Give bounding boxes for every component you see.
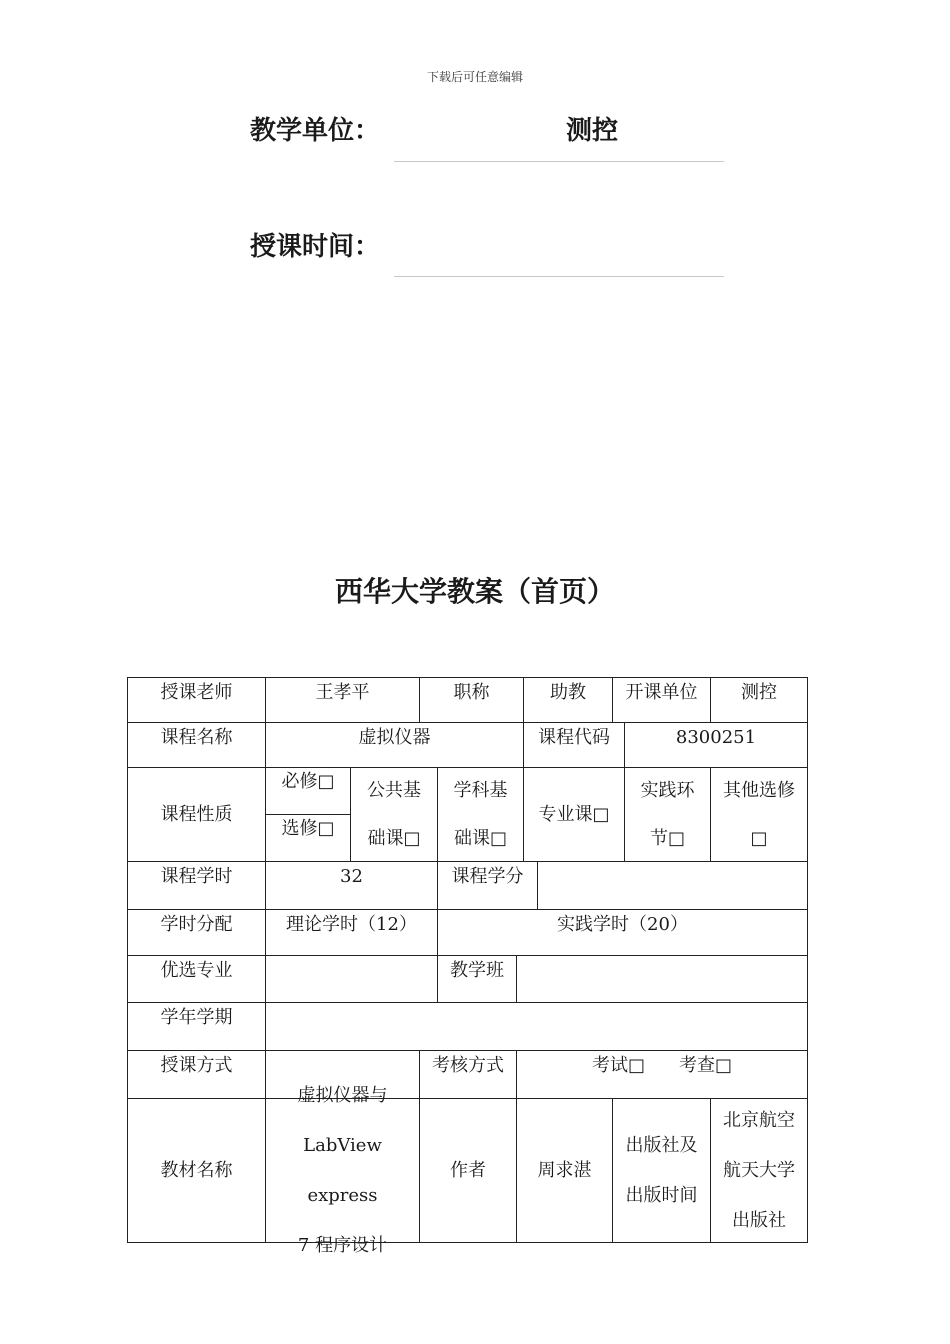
preferred-major-value: [266, 956, 437, 960]
course-name-label: 课程名称: [160, 727, 233, 748]
practice-hours: 实践学时（20）: [557, 914, 688, 935]
practice-line-1: 实践环: [640, 779, 695, 801]
author-label: 作者: [450, 1159, 486, 1181]
course-name-label-cell: [127, 722, 266, 768]
dept-value-cell: [710, 677, 808, 723]
class-label-cell: [437, 955, 517, 1003]
credits-value-cell: [537, 861, 808, 910]
semester-label: 学年学期: [160, 1007, 233, 1028]
teaching-unit-label: 教学单位：: [250, 116, 381, 146]
author-value: 周求湛: [537, 1159, 592, 1181]
semester-value-cell: [265, 1002, 808, 1051]
rank-label: 职称: [453, 682, 490, 703]
theory-hours-cell: [265, 909, 438, 956]
teacher-value-cell: [265, 677, 420, 723]
semester-label-cell: [127, 1002, 266, 1051]
required-cell: [265, 767, 351, 815]
textbook-value-cell: [265, 1084, 420, 1256]
nature-label: 课程性质: [160, 803, 233, 825]
hours-value-cell: [265, 861, 438, 910]
publisher-value: [711, 1099, 807, 1242]
textbook-line-3: 7 程序设计: [297, 1234, 388, 1256]
practice-line-2: 节□: [649, 827, 685, 849]
course-code-value: 8300251: [675, 727, 757, 748]
dept-label: 开课单位: [625, 682, 698, 703]
rank-value: 助教: [550, 682, 586, 703]
nature-label-cell: [127, 767, 266, 862]
rank-value-cell: [523, 677, 613, 723]
assess-options-cell: [516, 1050, 808, 1099]
class-value: [517, 956, 807, 960]
other-elective-line-2: □: [750, 827, 768, 849]
preferred-major-label-cell: [127, 955, 266, 1003]
header-note: 下载后可任意编辑: [426, 70, 523, 84]
teach-method-label: 授课方式: [160, 1055, 233, 1076]
required-option: 必修□: [281, 771, 335, 792]
elective-cell: [265, 814, 351, 862]
subject-basic-text: [438, 768, 523, 861]
public-basic-cell: [350, 767, 438, 862]
credits-label-cell: [437, 861, 538, 910]
rank-label-cell: [419, 677, 524, 723]
assess-label: 考核方式: [432, 1055, 504, 1076]
subject-basic-cell: [437, 767, 524, 862]
course-name-value: 虚拟仪器: [358, 727, 431, 748]
author-label-cell: [419, 1098, 517, 1243]
assess-label-cell: [419, 1050, 517, 1099]
teach-method-value: [266, 1051, 419, 1055]
practice-text: [625, 768, 710, 861]
assess-check-option: 考查□: [679, 1055, 733, 1076]
teaching-time-label: 授课时间：: [250, 232, 381, 262]
preferred-major-value-cell: [265, 955, 438, 1003]
semester-value: [266, 1003, 807, 1007]
publisher-value-line-1: 北京航空: [723, 1109, 795, 1131]
teach-method-label-cell: [127, 1050, 266, 1099]
other-elective-line-1: 其他选修: [723, 779, 795, 801]
major-cell: [523, 767, 625, 862]
hours-value: 32: [340, 866, 363, 887]
class-label: 教学班: [450, 960, 504, 981]
distribution-label-cell: [127, 909, 266, 956]
other-elective-cell: [710, 767, 808, 862]
teaching-unit-underline: [394, 161, 724, 162]
publisher-label-cell: [612, 1098, 711, 1243]
publisher-label-line-2: 出版时间: [625, 1184, 698, 1206]
dept-value: 测控: [741, 682, 777, 703]
author-value-cell: [516, 1098, 613, 1243]
publisher-value-line-3: 出版社: [732, 1209, 786, 1231]
other-elective-text: [711, 768, 807, 861]
textbook-value: [266, 1084, 419, 1256]
elective-option: 选修□: [281, 818, 335, 839]
publisher-value-cell: [710, 1098, 808, 1243]
teacher-value: 王孝平: [315, 682, 370, 703]
teaching-unit-value: 测控: [566, 116, 619, 146]
hours-label: 课程学时: [160, 866, 233, 887]
course-code-label: 课程代码: [538, 727, 610, 748]
document-title: 西华大学教案（首页）: [334, 575, 615, 608]
public-basic-line-1: 公共基: [367, 779, 421, 801]
credits-label: 课程学分: [451, 866, 524, 887]
subject-basic-line-2: 础课□: [453, 827, 507, 849]
distribution-label: 学时分配: [160, 914, 233, 935]
textbook-line-2: LabView express: [303, 1134, 382, 1206]
assess-options: [517, 1051, 807, 1077]
textbook-line-1: 虚拟仪器与: [297, 1084, 388, 1106]
teacher-label-cell: [127, 677, 266, 723]
preferred-major-label: 优选专业: [160, 960, 233, 981]
dept-label-cell: [612, 677, 711, 723]
public-basic-line-2: 础课□: [367, 827, 421, 849]
assess-exam-option: 考试□: [591, 1055, 645, 1076]
teacher-label: 授课老师: [160, 682, 233, 703]
theory-hours: 理论学时（12）: [286, 914, 417, 935]
credits-value: [538, 862, 807, 866]
public-basic-text: [351, 768, 437, 861]
course-code-label-cell: [523, 722, 625, 768]
course-name-value-cell: [265, 722, 524, 768]
subject-basic-line-1: 学科基: [453, 779, 508, 801]
publisher-value-line-2: 航天大学: [723, 1159, 795, 1181]
textbook-label-cell: [127, 1098, 266, 1243]
major-option: 专业课□: [538, 803, 610, 825]
publisher-label-line-1: 出版社及: [625, 1134, 698, 1156]
practice-hours-cell: [437, 909, 808, 956]
publisher-label: [613, 1099, 710, 1242]
hours-label-cell: [127, 861, 266, 910]
textbook-label: 教材名称: [160, 1159, 233, 1181]
teaching-time-underline: [394, 276, 724, 277]
class-value-cell: [516, 955, 808, 1003]
course-code-value-cell: [624, 722, 808, 768]
practice-cell: [624, 767, 711, 862]
